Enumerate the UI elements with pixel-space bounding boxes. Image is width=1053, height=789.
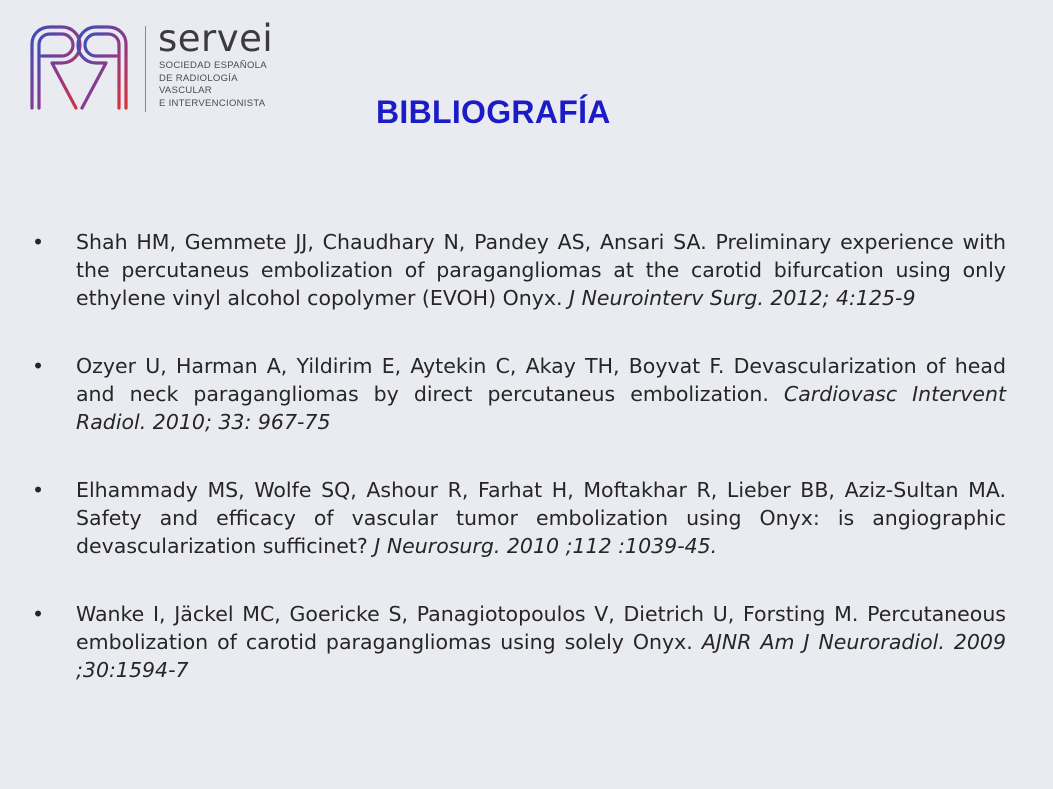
page-title: BIBLIOGRAFÍA — [376, 94, 611, 130]
bullet: • — [32, 602, 45, 626]
logo-subtitle-line: E INTERVENCIONISTA — [159, 97, 266, 109]
reference-list — [30, 228, 1006, 684]
reference-journal: J Neurointerv Surg. 2012; 4:125-9 — [569, 286, 916, 310]
reference-text: Elhammady MS, Wolfe SQ, Ashour R, Farhat H, Moftakhar R, Lieber BB, Aziz-Sultan MA. Safety and efficacy of vascular tumor embolization using Onyx: is angiographic devascularization sufficinet? — [76, 478, 1006, 558]
reference-journal: J Neurosurg. 2010 ;112 :1039-45. — [374, 534, 718, 558]
logo-subtitle-line: DE RADIOLOGÍA — [159, 72, 238, 84]
logo-subtitle-line: SOCIEDAD ESPAÑOLA — [159, 60, 267, 71]
servei-logo — [28, 17, 298, 114]
logo-name: servei — [158, 17, 274, 60]
reference-item — [30, 228, 1006, 312]
reference-text: Ozyer U, Harman A, Yildirim E, Aytekin C, Akay TH, Boyvat F. Devascularization of head and neck paragangliomas by direct percutaneus embolization. — [76, 354, 1006, 406]
bullet: • — [32, 478, 45, 502]
reference-item — [30, 476, 1006, 560]
bullet: • — [32, 230, 45, 254]
reference-item — [30, 600, 1006, 684]
logo-subtitle-line: VASCULAR — [159, 85, 212, 96]
reference-text: Wanke I, Jäckel MC, Goericke S, Panagiotopoulos V, Dietrich U, Forsting M. Percutaneous embolization of carotid paragangliomas using solely Onyx. — [76, 602, 1006, 654]
reference-journal: Cardiovasc Intervent Radiol. 2010; 33: 967-75 — [76, 382, 1007, 434]
reference-journal: AJNR Am J Neuroradiol. 2009 ;30:1594-7 — [76, 630, 1006, 682]
reference-item — [30, 352, 1006, 436]
logo-subtitle — [159, 60, 267, 110]
servei-logo-mark-icon — [28, 22, 130, 112]
logo-divider — [145, 26, 146, 112]
bullet: • — [32, 354, 45, 378]
reference-text: Shah HM, Gemmete JJ, Chaudhary N, Pandey AS, Ansari SA. Preliminary experience with the percutaneus embolization of paragangliomas at the carotid bifurcation using only ethylene vinyl alcohol copolymer (EVOH) Onyx. — [76, 230, 1006, 310]
